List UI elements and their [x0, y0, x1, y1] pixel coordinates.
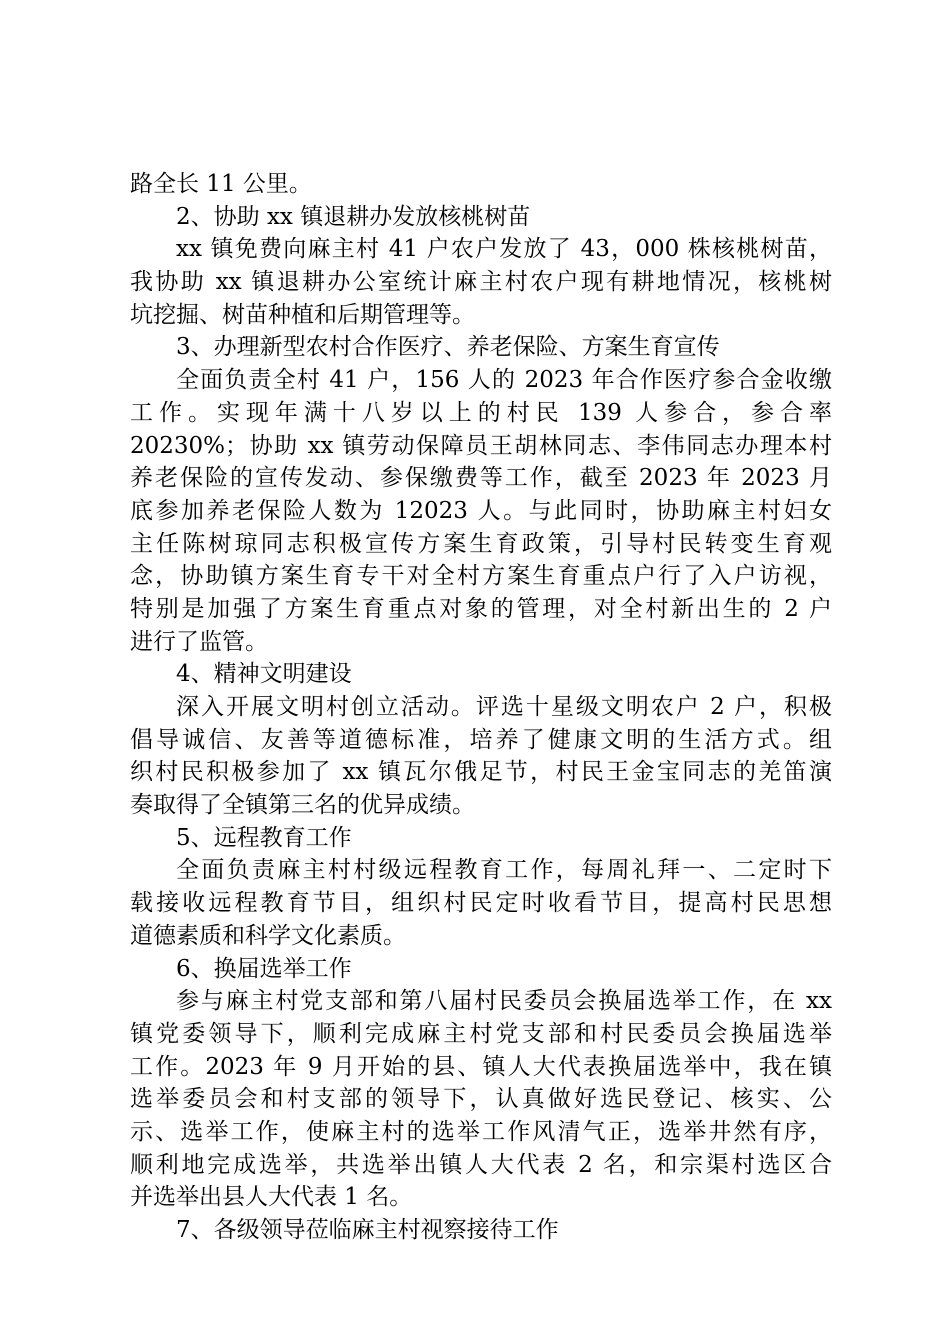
- text-line-28: 工作。2023 年 9 月开始的县、镇人大代表换届选举中，我在镇: [130, 1053, 832, 1080]
- text-line-11: 底参加养老保险人数为 12023 人。与此同时，协助麻主村妇女: [130, 497, 832, 524]
- text-line-12: 主任陈树琼同志积极宣传方案生育政策，引导村民转变生育观: [130, 530, 832, 557]
- text-line-17: 深入开展文明村创立活动。评选十星级文明农户 2 户，积极: [176, 694, 832, 720]
- text-line-23: 载接收远程教育节目，组织村民定时收看节目，提高村民思想: [130, 890, 832, 917]
- text-line-19: 织村民积极参加了 xx 镇瓦尔俄足节，村民王金宝同志的羌笛演: [130, 759, 832, 786]
- text-line-3: xx 镇免费向麻主村 41 户农户发放了 43，000 株核桃树苗，: [176, 236, 832, 263]
- text-line-24: 道德素质和科学文化素质。: [130, 922, 406, 949]
- text-line-18: 倡导诚信、友善等道德标准，培养了健康文明的生活方式。组: [130, 726, 832, 753]
- text-line-10: 养老保险的宣传发动、参保缴费等工作，截至 2023 年 2023 月: [130, 465, 832, 492]
- text-line-8: 工作。实现年满十八岁以上的村民 139 人参合，参合率: [130, 399, 832, 426]
- section-heading-3: 3、办理新型农村合作医疗、养老保险、方案生育宣传: [176, 334, 720, 361]
- text-line-15: 进行了监管。: [130, 628, 268, 655]
- text-line-26: 参与麻主村党支部和第八届村民委员会换届选举工作，在 xx: [176, 988, 832, 1015]
- text-line-7: 全面负责全村 41 户，156 人的 2023 年合作医疗参合金收缴: [176, 367, 832, 394]
- text-line-27: 镇党委领导下，顺利完成麻主村党支部和村民委员会换届选举: [130, 1020, 832, 1047]
- text-line-29: 选举委员会和村支部的领导下，认真做好选民登记、核实、公: [130, 1086, 832, 1113]
- document-page: [130, 168, 832, 1247]
- text-line-9: 20230%；协助 xx 镇劳动保障员王胡林同志、李伟同志办理本村: [130, 432, 832, 459]
- section-heading-6: 6、换届选举工作: [176, 955, 352, 982]
- text-line-4: 我协助 xx 镇退耕办公室统计麻主村农户现有耕地情况，核桃树: [130, 269, 832, 296]
- text-line-20: 奏取得了全镇第三名的优异成绩。: [130, 792, 475, 819]
- text-line-22: 全面负责麻主村村级远程教育工作，每周礼拜一、二定时下: [176, 857, 832, 884]
- text-line-5: 坑挖掘、树苗种植和后期管理等。: [130, 301, 475, 328]
- text-line-1: 路全长 11 公里。: [130, 171, 312, 197]
- section-heading-4: 4、精神文明建设: [176, 661, 352, 688]
- section-heading-7: 7、各级领导莅临麻主村视察接待工作: [176, 1217, 559, 1243]
- text-line-14: 特别是加强了方案生育重点对象的管理，对全村新出生的 2 户: [130, 595, 832, 622]
- section-heading-2: 2、协助 xx 镇退耕办发放核桃树苗: [176, 203, 531, 230]
- text-line-32: 并选举出县人大代表 1 名。: [130, 1184, 413, 1211]
- text-line-31: 顺利地完成选举，共选举出镇人大代表 2 名，和宗渠村选区合: [130, 1151, 832, 1178]
- text-line-13: 念，协助镇方案生育专干对全村方案生育重点户行了入户访视，: [130, 563, 832, 590]
- section-heading-5: 5、远程教育工作: [176, 824, 352, 851]
- text-line-30: 示、选举工作，使麻主村的选举工作风清气正，选举井然有序，: [130, 1118, 832, 1145]
